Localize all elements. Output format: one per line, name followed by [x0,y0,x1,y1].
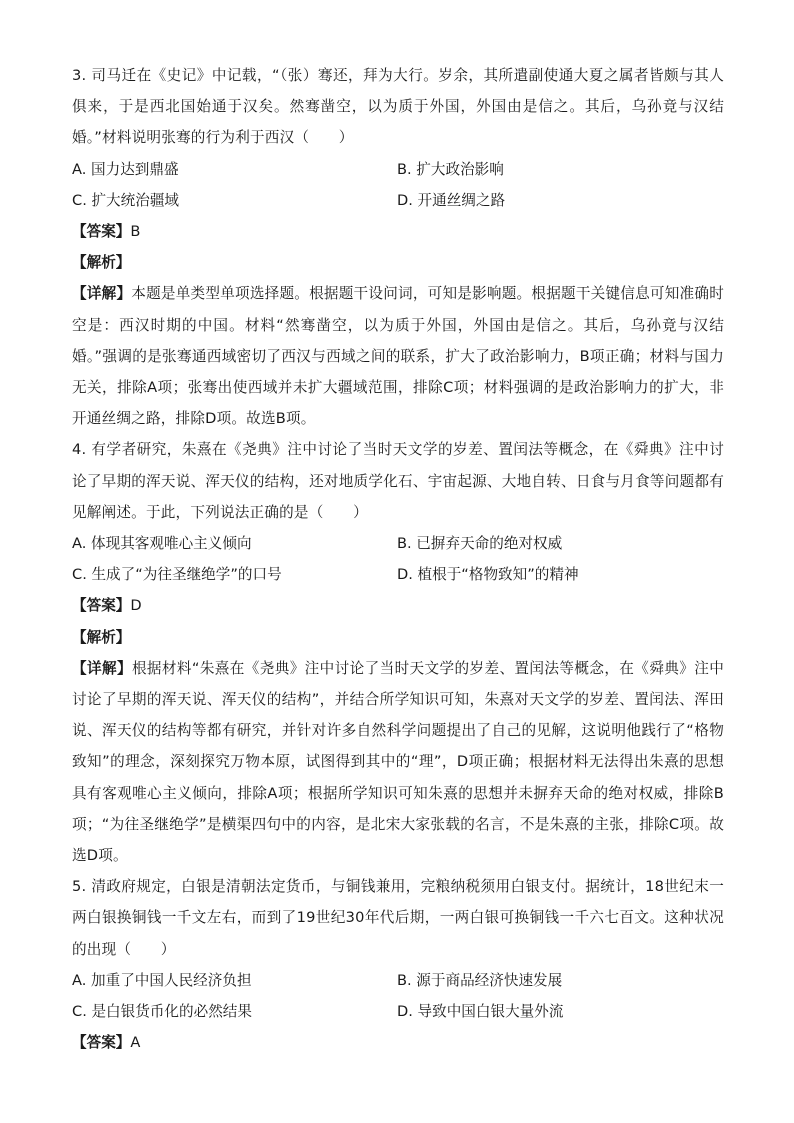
q3-analysis-tag: 【解析】 [72,254,131,272]
q3-analysis-line [72,247,724,278]
q4-answer-tag: 【答案】 [72,597,131,615]
q5-answer-tag: 【答案】 [72,1034,131,1052]
q4-detail [72,653,724,871]
q4-option-d: D. 植根于“格物致知”的精神 [397,566,579,584]
q3-options-row-1 [72,154,724,185]
q4-detail-text: 根据材料“朱熹在《尧典》注中讨论了当时天文学的岁差、置闰法等概念，在《舜典》注中讨论了早期的浑天说、浑天仪的结构”，并结合所学知识可知，朱熹对天文学的岁差、置闰法、浑田说、浑天仪的结构等都有研究，并针对许多自然科学问题提出了自己的见解，这说明他践行了“格物致知”的理念，深刻探究万物本原，试图得到其中的“理”，D项正确；根据材料无法得出朱熹的思想具有客观唯心主义倾向，排除A项；根据所学知识可知朱熹的思想并未摒弃天命的绝对权威，排除B项；“为往圣继绝学”是横渠四句中的内容，是北宋大家张载的名言，不是朱熹的主张，排除C项。故选D项。 [72,659,724,865]
q5-option-a: A. 加重了中国人民经济负担 [72,971,252,989]
q3-answer-tag: 【答案】 [72,223,131,241]
document-page [72,60,724,1059]
q3-option-c: C. 扩大统治疆域 [72,191,180,209]
q3-answer: B [130,223,141,241]
q4-option-b: B. 已摒弃天命的绝对权威 [397,535,563,553]
q5-options-row-2 [72,996,724,1027]
q4-detail-tag: 【详解】 [72,659,132,677]
q5-option-d: D. 导致中国白银大量外流 [397,1003,564,1021]
q4-analysis-tag: 【解析】 [72,628,131,646]
q5-option-b: B. 源于商品经济快速发展 [397,971,563,989]
q5-answer-line [72,1027,724,1058]
q5-option-c: C. 是白银货币化的必然结果 [72,1003,253,1021]
q4-analysis-line [72,622,724,653]
q3-detail [72,278,724,434]
q5-options-row-1 [72,965,724,996]
q3-stem: 3. 司马迁在《史记》中记载，“（张）骞还，拜为大行。岁余，其所遣副使通大夏之属者皆颇与其人俱来，于是西北国始通于汉矣。然骞凿空，以为质于外国，外国由是信之。其后，乌孙竟与汉结婚。”材料说明张骞的行为利于西汉（ ） [72,67,724,147]
q3-options-row-2 [72,185,724,216]
q4-answer-line [72,590,724,621]
q3-option-d: D. 开通丝绸之路 [397,191,506,209]
q3-detail-tag: 【详解】 [72,285,132,303]
q4-options-row-2 [72,559,724,590]
q4-option-c: C. 生成了“为往圣继绝学”的口号 [72,566,282,584]
q3-answer-line [72,216,724,247]
q3-option-b: B. 扩大政治影响 [397,160,504,178]
q5-stem: 5. 清政府规定，白银是清朝法定货币，与铜钱兼用，完粮纳税须用白银支付。据统计，18世纪末一两白银换铜钱一千文左右，而到了19世纪30年代后期，一两白银可换铜钱一千六七百文。这种状况的出现（ ） [72,878,724,958]
q5-answer: A [130,1034,141,1052]
q3-detail-text: 本题是单类型单项选择题。根据题干设问词，可知是影响题。根据题干关键信息可知准确时空是：西汉时期的中国。材料“然骞凿空，以为质于外国，外国由是信之。其后，乌孙竟与汉结婚。”强调的是张骞通西域密切了西汉与西域之间的联系，扩大了政治影响力，B项正确；材料与国力无关，排除A项；张骞出使西域并未扩大疆域范围，排除C项；材料强调的是政治影响力的扩大，非开通丝绸之路，排除D项。故选B项。 [72,285,724,428]
q3-option-a: A. 国力达到鼎盛 [72,160,179,178]
q4-stem: 4. 有学者研究，朱熹在《尧典》注中讨论了当时天文学的岁差、置闰法等概念，在《舜典》注中讨论了早期的浑天说、浑天仪的结构，还对地质学化石、宇宙起源、大地自转、日食与月食等问题都有见解阐述。于此，下列说法正确的是（ ） [72,441,724,521]
q4-options-row-1 [72,528,724,559]
q4-answer: D [130,597,142,615]
q4-option-a: A. 体现其客观唯心主义倾向 [72,535,252,553]
